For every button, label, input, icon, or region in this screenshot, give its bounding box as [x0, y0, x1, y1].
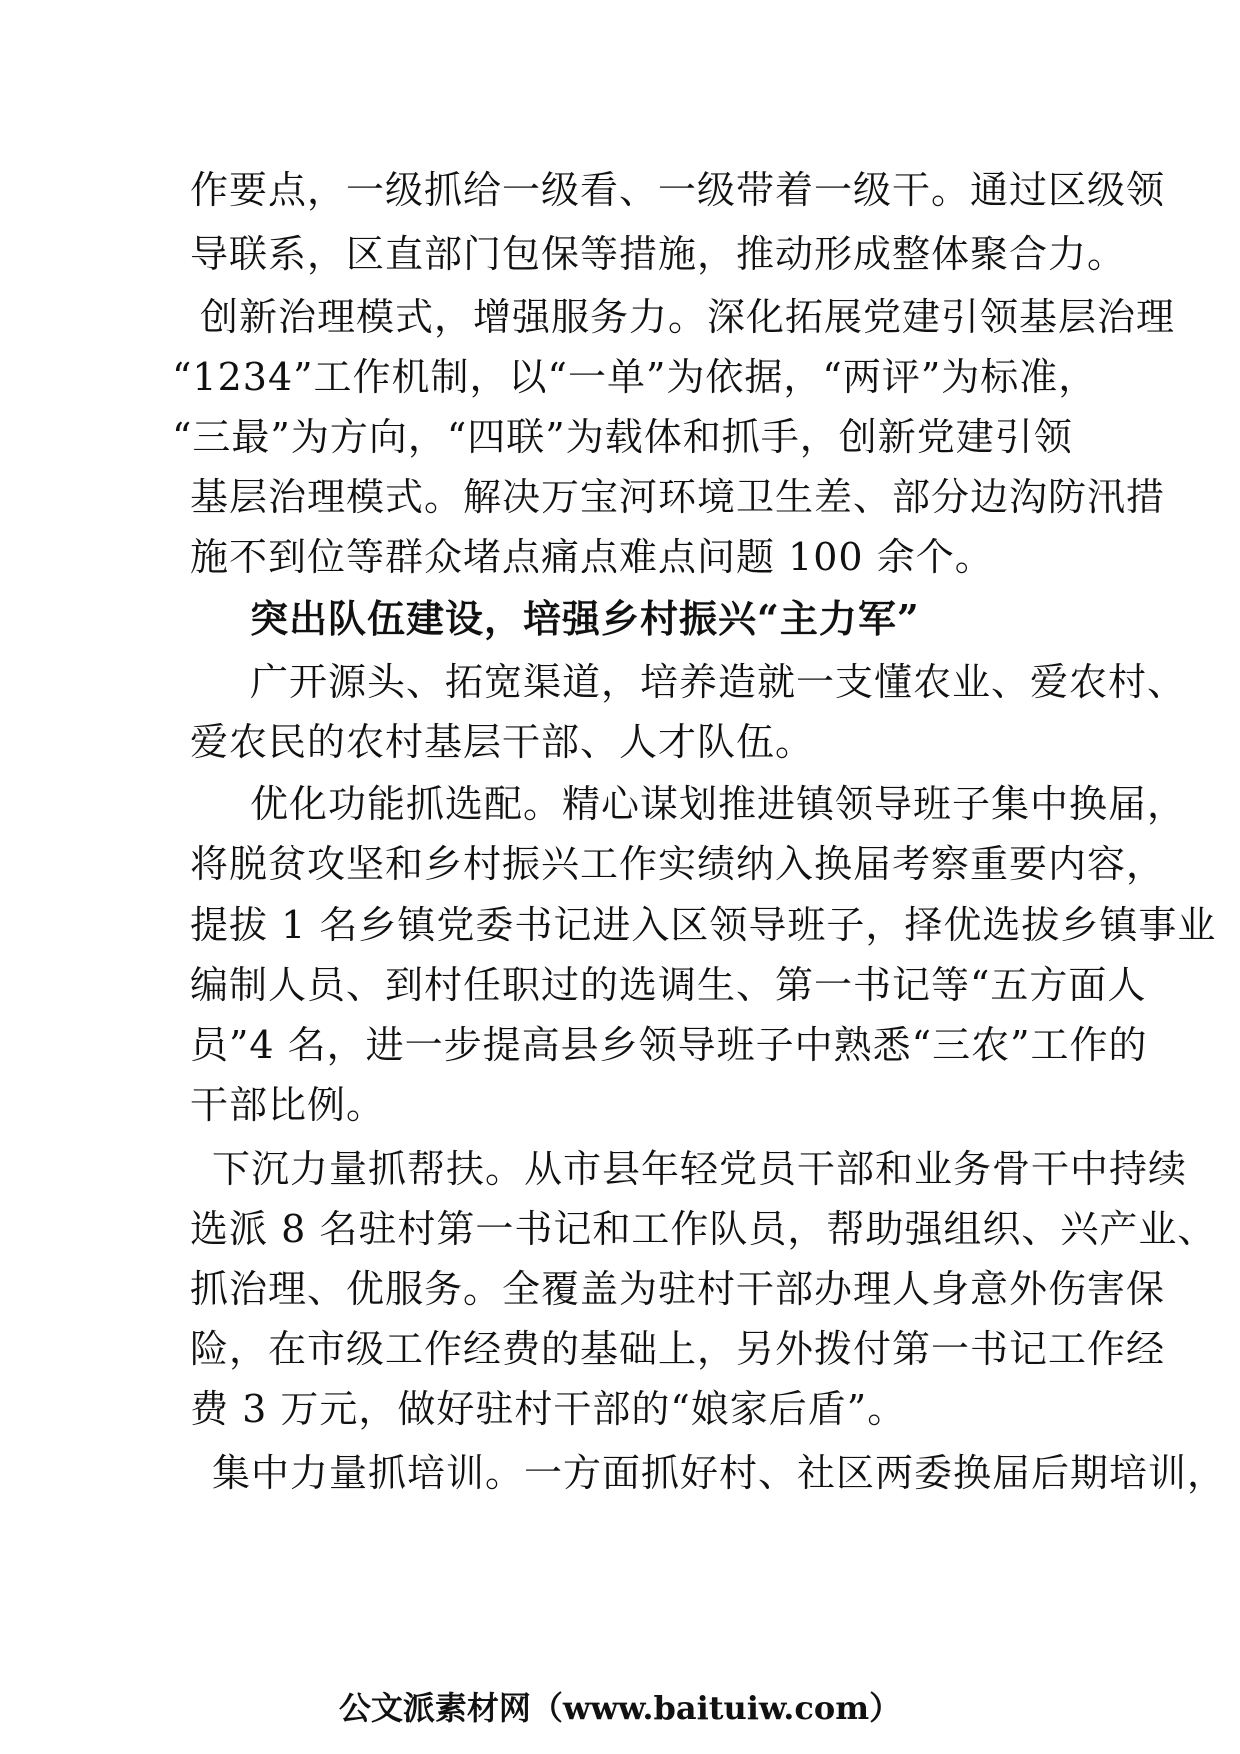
paragraph-line: “1234”工作机制，以“一单”为依据，“两评”为标准，: [172, 355, 1098, 399]
paragraph-line: 导联系，区直部门包保等措施，推动形成整体聚合力。: [190, 232, 1127, 276]
paragraph-line: 爱农民的农村基层干部、人才队伍。: [190, 720, 815, 764]
paragraph-line: 创新治理模式，增强服务力。深化拓展党建引领基层治理: [200, 295, 1176, 339]
paragraph-line: 干部比例。: [190, 1083, 386, 1127]
paragraph-line: 基层治理模式。解决万宝河环境卫生差、部分边沟防汛措: [190, 475, 1166, 519]
paragraph-line: 施不到位等群众堵点痛点难点问题 100 余个。: [190, 535, 994, 579]
paragraph-line: 编制人员、到村任职过的选调生、第一书记等“五方面人: [190, 963, 1147, 1007]
section-heading: 突出队伍建设，培强乡村振兴“主力军”: [250, 596, 920, 641]
footer-watermark: 公文派素材网（www.baituiw.com）: [338, 1689, 902, 1727]
paragraph-line: 员”4 名，进一步提高县乡领导班子中熟悉“三农”工作的: [190, 1023, 1148, 1067]
paragraph-line: 作要点，一级抓给一级看、一级带着一级干。通过区级领: [190, 168, 1166, 212]
paragraph-line: 将脱贫攻坚和乡村振兴工作实绩纳入换届考察重要内容，: [190, 842, 1166, 886]
paragraph-line: 费 3 万元，做好驻村干部的“娘家后盾”。: [190, 1387, 907, 1431]
paragraph-line: 广开源头、拓宽渠道，培养造就一支懂农业、爱农村、: [250, 660, 1187, 704]
paragraph-line: 提拔 1 名乡镇党委书记进入区领导班子，择优选拔乡镇事业: [190, 903, 1217, 947]
paragraph-line: 优化功能抓选配。精心谋划推进镇领导班子集中换届，: [250, 782, 1187, 826]
paragraph-line: 集中力量抓培训。一方面抓好村、社区两委换届后期培训，: [212, 1451, 1227, 1495]
paragraph-line: “三最”为方向，“四联”为载体和抓手，创新党建引领: [172, 415, 1073, 459]
paragraph-line: 下沉力量抓帮扶。从市县年轻党员干部和业务骨干中持续: [212, 1147, 1188, 1191]
paragraph-line: 选派 8 名驻村第一书记和工作队员，帮助强组织、兴产业、: [190, 1207, 1217, 1251]
paragraph-line: 抓治理、优服务。全覆盖为驻村干部办理人身意外伤害保: [190, 1267, 1166, 1311]
paragraph-line: 险，在市级工作经费的基础上，另外拨付第一书记工作经: [190, 1327, 1166, 1371]
